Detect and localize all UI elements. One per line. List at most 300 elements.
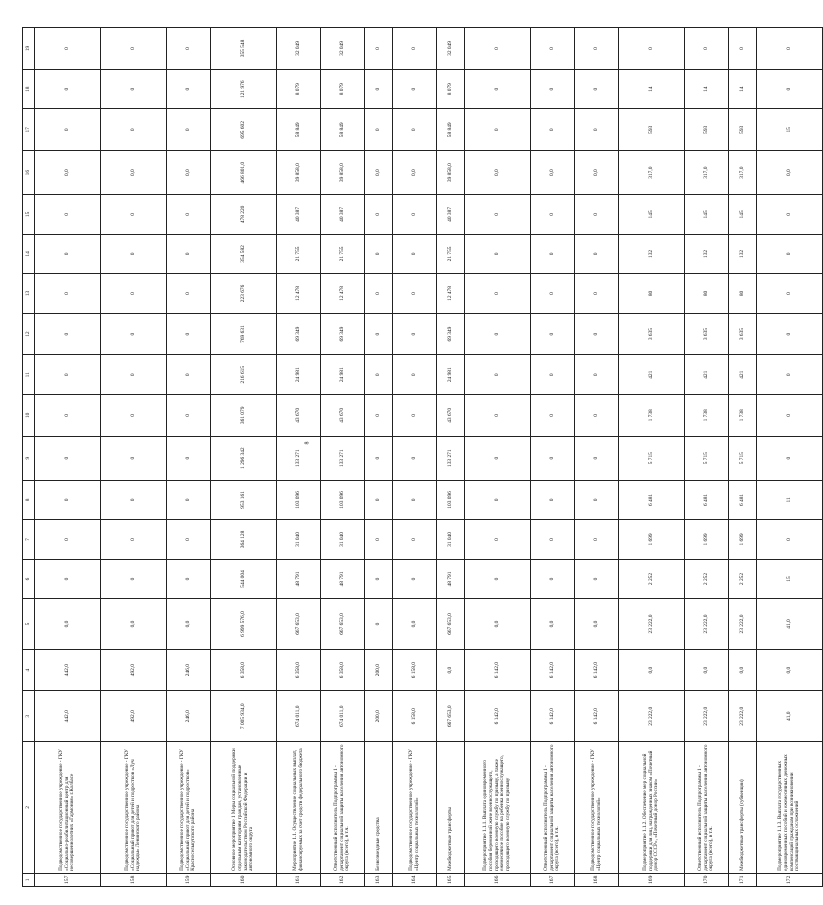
cell-value: 23 222,0 [729,691,757,742]
cell-value: 0,0 [575,599,619,650]
cell-value: 23 222,0 [685,691,729,742]
cell-value: 0,0 [619,649,685,691]
cell-value: 0 [465,559,531,599]
cell-value: 216 615 [211,355,277,395]
cell-value: 355 548 [211,28,277,70]
cell-value: 0,0 [531,599,575,650]
row-name: Ответственный исполнитель Подпрограммы 1 - департамент социальной защиты населения автономного округа (всего), в т.ч. [321,742,365,874]
cell-value: 0 [531,109,575,151]
cell-value: 6 358,0 [321,649,365,691]
column-header: 2 [23,742,35,874]
row-name: Основное мероприятие 1 Меры социальной поддержки отдельным категориям граждан, установленные законодательством Российской Федерации и автономного округа [211,742,277,874]
cell-value: 21 755 [437,234,465,274]
cell-value: 0 [365,480,393,520]
cell-value: 0 [365,394,393,436]
cell-value: 80 [685,274,729,314]
cell-value: 0 [393,28,437,70]
cell-value: 0 [101,69,167,109]
cell-value: 0 [575,480,619,520]
cell-value: 132 [729,234,757,274]
cell-value: 0 [465,274,531,314]
cell-value: 0 [531,520,575,560]
cell-value: 39 858,0 [437,151,465,195]
cell-value: 0 [465,28,531,70]
cell-value: 0 [531,313,575,355]
cell-value: 695 602 [211,109,277,151]
cell-value: 43 670 [437,394,465,436]
row-name: Ответственный исполнитель Подпрограммы 1 - департамент социальной защиты населения автономного округа (всего), в т.ч. [531,742,575,874]
table-row [437,28,465,887]
cell-value: 3 635 [619,313,685,355]
cell-value: 0,0 [35,599,101,650]
cell-value: 39 858,0 [277,151,321,195]
cell-value: 478 220 [211,195,277,235]
cell-value: 6 142,0 [531,649,575,691]
cell-value: 674 011,0 [277,691,321,742]
cell-value: 0 [35,313,101,355]
cell-value: 0 [101,195,167,235]
cell-value: 0 [531,234,575,274]
column-header: 18 [23,69,35,109]
cell-value: 0 [365,28,393,70]
cell-value: 6 481 [685,480,729,520]
column-header: 3 [23,691,35,742]
cell-value: 0 [101,313,167,355]
cell-value: 667 653,0 [277,599,321,650]
cell-value: 132 [619,234,685,274]
cell-value: 354 582 [211,234,277,274]
cell-value: 0 [619,28,685,70]
cell-value: 8 079 [277,69,321,109]
cell-value: 0 [465,109,531,151]
cell-value: 40 387 [277,195,321,235]
table-row [465,28,531,887]
cell-value: 69 349 [277,313,321,355]
cell-value: 0 [35,559,101,599]
cell-value: 0 [531,195,575,235]
cell-value: 0 [393,195,437,235]
header-row [23,28,35,887]
cell-value: 0 [365,520,393,560]
cell-value: 31 040 [277,520,321,560]
cell-value: 674 011,0 [321,691,365,742]
cell-value: 442,0 [35,649,101,691]
cell-value: 317,0 [619,151,685,195]
cell-value: 0 [167,109,211,151]
cell-value: 0 [365,355,393,395]
cell-value: 0,0 [757,151,823,195]
cell-value: 58 849 [277,109,321,151]
cell-value: 0 [365,274,393,314]
cell-value: 0 [101,394,167,436]
cell-value: 0,0 [757,649,823,691]
cell-value: 0 [465,69,531,109]
cell-value: 1 738 [619,394,685,436]
cell-value: 12 478 [321,274,365,314]
cell-value: 1 296 342 [211,436,277,480]
cell-value: 200,0 [365,649,393,691]
cell-value: 0 [101,559,167,599]
row-number: 162 [321,873,365,886]
cell-value: 133 271 [277,436,321,480]
table-row [35,28,101,887]
cell-value: 14 [729,69,757,109]
row-number: 167 [531,873,575,886]
cell-value: 0 [167,274,211,314]
table-body [35,28,823,887]
table-row [619,28,685,887]
cell-value: 466 801,0 [211,151,277,195]
cell-value: 0 [167,313,211,355]
column-header: 10 [23,394,35,436]
cell-value: 1 699 [685,520,729,560]
column-header: 17 [23,109,35,151]
cell-value: 0,0 [365,151,393,195]
row-name: Подмероприятие 1.1.3. Выплата государственных единовременных пособий и ежемесячных денежных компенсаций гражданам при возникновении поствакцинальных осложнений [757,742,823,874]
cell-value: 0 [167,394,211,436]
cell-value: 0 [531,274,575,314]
cell-value: 0 [531,559,575,599]
row-number: 161 [277,873,321,886]
cell-value: 0 [393,313,437,355]
cell-value: 0 [575,355,619,395]
cell-value: 14 [619,69,685,109]
row-number: 163 [365,873,393,886]
cell-value: 667 653,0 [437,599,465,650]
cell-value: 3 635 [729,313,757,355]
cell-value: 145 [729,195,757,235]
table-row [575,28,619,887]
cell-value: 24 981 [437,355,465,395]
cell-value: 31 040 [321,520,365,560]
cell-value: 0 [101,520,167,560]
cell-value: 0 [167,234,211,274]
cell-value: 0 [35,480,101,520]
cell-value: 8 079 [321,69,365,109]
cell-value: 593 [685,109,729,151]
cell-value: 0 [531,394,575,436]
cell-value: 0 [465,195,531,235]
cell-value: 23 222,0 [729,599,757,650]
cell-value: 32 049 [437,28,465,70]
cell-value: 145 [685,195,729,235]
cell-value: 0 [167,28,211,70]
cell-value: 0 [465,520,531,560]
cell-value: 0 [393,520,437,560]
cell-value: 23 222,0 [619,599,685,650]
cell-value: 0 [757,520,823,560]
column-header: 14 [23,234,35,274]
cell-value: 103 096 [437,480,465,520]
table-row [685,28,729,887]
cell-value: 0 [531,436,575,480]
cell-value: 12 478 [277,274,321,314]
cell-value: 5 715 [619,436,685,480]
cell-value: 0 [365,234,393,274]
cell-value: 0 [393,355,437,395]
cell-value: 1 738 [729,394,757,436]
cell-value: 0 [575,559,619,599]
row-name: Подведомственное государственное учреждение - ГКУ «Социальный приют для детей и подростков» Красноселькупского района [167,742,211,874]
row-number: 165 [437,873,465,886]
cell-value: 103 096 [321,480,365,520]
cell-value: 421 [685,355,729,395]
cell-value: 0 [729,28,757,70]
column-header: 4 [23,649,35,691]
cell-value: 5 715 [729,436,757,480]
cell-value: 0 [101,28,167,70]
cell-value: 0 [757,313,823,355]
cell-value: 0 [167,520,211,560]
cell-value: 667 653,0 [321,599,365,650]
cell-value: 1 699 [619,520,685,560]
cell-value: 32 049 [277,28,321,70]
cell-value: 0 [465,234,531,274]
row-number: 168 [575,873,619,886]
cell-value: 0 [101,274,167,314]
column-header: 8 [23,480,35,520]
cell-value: 0 [575,520,619,560]
row-number: 166 [465,873,531,886]
column-header: 7 [23,520,35,560]
cell-value: 24 981 [277,355,321,395]
cell-value: 0 [757,394,823,436]
cell-value: 0 [167,69,211,109]
cell-value: 317,0 [685,151,729,195]
cell-value: 0 [757,28,823,70]
cell-value: 0 [575,195,619,235]
cell-value: 0 [167,559,211,599]
cell-value: 2 252 [729,559,757,599]
column-header: 19 [23,28,35,70]
row-number: 169 [619,873,685,886]
column-header: 15 [23,195,35,235]
column-header: 13 [23,274,35,314]
cell-value: 6 142,0 [531,691,575,742]
cell-value: 133 271 [437,436,465,480]
cell-value: 43 670 [321,394,365,436]
cell-value: 0 [757,355,823,395]
cell-value: 0 [575,394,619,436]
cell-value: 0 [35,436,101,480]
cell-value: 0,0 [465,599,531,650]
cell-value: 0 [575,313,619,355]
cell-value: 41,0 [757,599,823,650]
cell-value: 6 481 [619,480,685,520]
row-number: 159 [167,873,211,886]
cell-value: 492,0 [101,649,167,691]
column-header: 1 [23,873,35,886]
cell-value: 0,0 [465,151,531,195]
cell-value: 0 [365,559,393,599]
table-row [531,28,575,887]
cell-value: 48 791 [277,559,321,599]
cell-value: 0 [757,195,823,235]
cell-value: 246,0 [167,691,211,742]
cell-value: 0 [575,274,619,314]
cell-value: 0 [393,274,437,314]
cell-value: 12 478 [437,274,465,314]
row-name: Подмероприятие 1.1.2. Обеспечение мер социальной поддержки для лиц, награжденных знаком «Почетный донор СССР», «Почетный донор России» [619,742,685,874]
cell-value: 6 358,0 [211,649,277,691]
table-row [167,28,211,887]
cell-value: 0 [685,28,729,70]
cell-value: 21 755 [321,234,365,274]
cell-value: 43 670 [277,394,321,436]
cell-value: 39 858,0 [321,151,365,195]
cell-value: 0 [531,69,575,109]
row-name: Подведомственное государственное учреждение - ГКУ «Социальный приют для детей и подростков «Луч надежды» Ленинского района [101,742,167,874]
cell-value: 0 [575,436,619,480]
cell-value: 0 [465,480,531,520]
cell-value: 0 [167,355,211,395]
cell-value: 41,0 [757,691,823,742]
cell-value: 0 [531,355,575,395]
cell-value: 2 252 [619,559,685,599]
cell-value: 0 [365,109,393,151]
row-name: Подведомственное государственное учреждение - ГКУ «Центр социальных технологий» [575,742,619,874]
table-row [101,28,167,887]
cell-value: 6 158,0 [393,649,437,691]
cell-value: 0 [757,234,823,274]
cell-value: 0 [465,394,531,436]
cell-value: 69 349 [321,313,365,355]
cell-value: 0 [757,69,823,109]
cell-value: 0 [167,436,211,480]
cell-value: 0 [393,394,437,436]
cell-value: 80 [729,274,757,314]
cell-value: 0 [757,436,823,480]
cell-value: 40 387 [437,195,465,235]
cell-value: 544 004 [211,559,277,599]
cell-value: 0 [35,355,101,395]
cell-value: 0 [35,28,101,70]
cell-value: 0 [575,109,619,151]
cell-value: 953 161 [211,480,277,520]
cell-value: 0 [35,274,101,314]
cell-value: 0 [393,109,437,151]
row-name: Подмероприятие 1.1.1. Выплата единовременного пособия беременной жене военнослужащего, проходящего военную службу по призыву, а также ежемесячное пособие на ребенка военнослужащего, проходящего военную службу по призыву [465,742,531,874]
cell-value: 0 [365,436,393,480]
cell-value: 6 142,0 [465,649,531,691]
cell-value: 58 849 [321,109,365,151]
row-name: Подведомственное государственное учреждение - ГКУ «Центр социальных технологий» [393,742,437,874]
cell-value: 0 [393,436,437,480]
cell-value: 364 128 [211,520,277,560]
cell-value: 145 [619,195,685,235]
cell-value: 121 976 [211,69,277,109]
cell-value: 7 005 934,0 [211,691,277,742]
row-number: 171 [729,873,757,886]
cell-value: 246,0 [167,649,211,691]
cell-value: 769 631 [211,313,277,355]
cell-value: 0 [575,69,619,109]
column-header: 5 [23,599,35,650]
table-row [277,28,321,887]
cell-value: 0 [101,436,167,480]
cell-value: 6 481 [729,480,757,520]
cell-value: 14 [685,69,729,109]
cell-value: 69 349 [437,313,465,355]
cell-value: 0 [575,28,619,70]
cell-value: 5 715 [685,436,729,480]
row-name: Межбюджетные трансферты (субвенции) [729,742,757,874]
cell-value: 6 142,0 [575,649,619,691]
cell-value: 0,0 [531,151,575,195]
cell-value: 32 049 [321,28,365,70]
cell-value: 11 [757,480,823,520]
cell-value: 0 [531,480,575,520]
column-header: 6 [23,559,35,599]
table-row [393,28,437,887]
cell-value: 442,0 [35,691,101,742]
cell-value: 0 [393,69,437,109]
cell-value: 0 [35,394,101,436]
cell-value: 0 [101,234,167,274]
cell-value: 0,0 [101,151,167,195]
cell-value: 132 [685,234,729,274]
rotated-table-wrapper [22,27,801,887]
cell-value: 0 [531,28,575,70]
cell-value: 0,0 [167,599,211,650]
cell-value: 667 653,0 [437,691,465,742]
cell-value: 3 635 [685,313,729,355]
cell-value: 0 [35,109,101,151]
cell-value: 0 [393,234,437,274]
row-number: 157 [35,873,101,886]
cell-value: 6 358,0 [277,649,321,691]
cell-value: 200,0 [365,691,393,742]
cell-value: 0 [167,480,211,520]
cell-value: 0 [465,355,531,395]
cell-value: 80 [619,274,685,314]
row-number: 158 [101,873,167,886]
column-header: 9 [23,436,35,480]
cell-value: 0 [393,480,437,520]
cell-value: 2 252 [685,559,729,599]
page-number: 8 [304,441,311,445]
cell-value: 0 [365,313,393,355]
cell-value: 0 [101,109,167,151]
cell-value: 0,0 [575,151,619,195]
table-row [729,28,757,887]
cell-value: 0,0 [437,649,465,691]
cell-value: 0,0 [393,599,437,650]
cell-value: 24 981 [321,355,365,395]
cell-value: 0 [35,520,101,560]
cell-value: 0,0 [393,151,437,195]
cell-value: 0 [465,313,531,355]
cell-value: 492,0 [101,691,167,742]
row-number: 170 [685,873,729,886]
row-name: Подведомственное государственное учреждение - ГКУ «Социально-реабилитационный центр для несовершеннолетних «Гармония» г.Колбасе [35,742,101,874]
row-number: 172 [757,873,823,886]
column-header: 16 [23,151,35,195]
row-name: Ответственный исполнитель Подпрограммы 1 - департамент социальной защиты населения автономного округа (всего), в т.ч. [685,742,729,874]
budget-table [22,27,823,887]
cell-value: 48 791 [321,559,365,599]
cell-value: 0,0 [35,151,101,195]
cell-value: 103 096 [277,480,321,520]
cell-value: 0,0 [685,649,729,691]
cell-value: 0 [575,234,619,274]
cell-value: 421 [619,355,685,395]
cell-value: 0,0 [167,151,211,195]
cell-value: 361 079 [211,394,277,436]
cell-value: 421 [729,355,757,395]
cell-value: 223 676 [211,274,277,314]
cell-value: 593 [729,109,757,151]
